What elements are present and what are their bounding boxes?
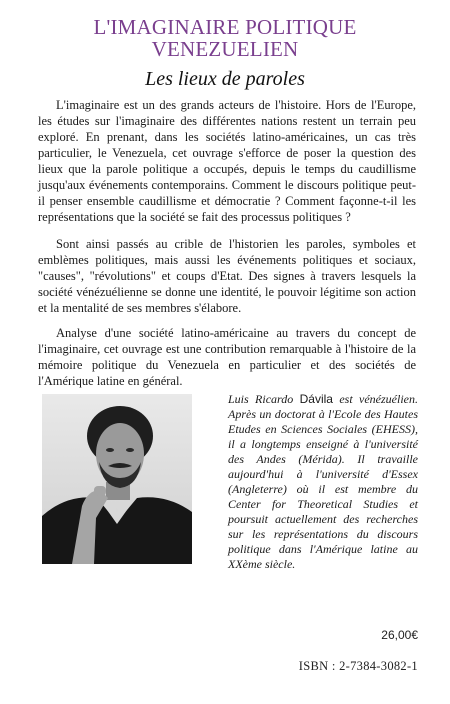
- book-subtitle: Les lieux de paroles: [145, 68, 305, 90]
- author-bio-prefix: Luis Ricardo: [228, 392, 300, 406]
- author-photo: [42, 394, 192, 564]
- blurb-paragraph-1: L'imaginaire est un des grands acteurs de l'histoire. Hors de l'Europe, les études sur l'imaginaire des différentes nations restent un terrain peu exploré. En prenant, dans les sociétés latino-américaines, un cas très particulier, le Venezuela, cet ouvrage s'efforce de poser la question des lieux que la parole politique a occupés, depuis le temps du caudillisme jusqu'aux événements contemporains. Comment le discours politique peut-il penser ensemble caudillisme et démocratie ? Comment façonne-t-il les représentations que la société se fait des processus politiques ?: [38, 98, 416, 224]
- author-bio: [228, 392, 418, 572]
- book-title-line-2: VENEZUELIEN: [151, 37, 299, 61]
- price-label: 26,00€: [381, 628, 418, 642]
- blurb-paragraph-2: Sont ainsi passés au crible de l'historien les paroles, symboles et emblèmes politiques, mais aussi les événements politiques et sociaux, "causes", "révolutions" et coups d'Etat. Des signes à travers lesquels la société vénézuélienne se donne une identité, le pouvoir légitime son action et la mentalité de ses membres s'élabore.: [38, 237, 416, 315]
- isbn-label: ISBN : 2-7384-3082-1: [298, 659, 418, 673]
- book-title-line-1: L'IMAGINAIRE POLITIQUE: [93, 15, 357, 39]
- author-bio-text: est vénézuélien. Après un doctorat à l'Ecole des Hautes Etudes en Sciences Sociales (EHESS), il a longtemps enseigné à l'université des Andes (Mérida). Il travaille aujourd'hui à l'université d'Essex (Angleterre) où il est membre du Center for Theoretical Studies et poursuit actuellement des recherches sur les représentations du discours politique dans l'Amérique latine au XXème siècle.: [228, 392, 418, 571]
- author-surname: Dávila: [299, 392, 333, 406]
- blurb-paragraph-3: Analyse d'une société latino-américaine au travers du concept de l'imaginaire, cet ouvrage est une contribution remarquable à l'histoire de la mémoire politique du Venezuela en particulier et des sociétés de l'Amérique latine en général.: [38, 326, 416, 388]
- author-portrait-illustration: [42, 394, 192, 564]
